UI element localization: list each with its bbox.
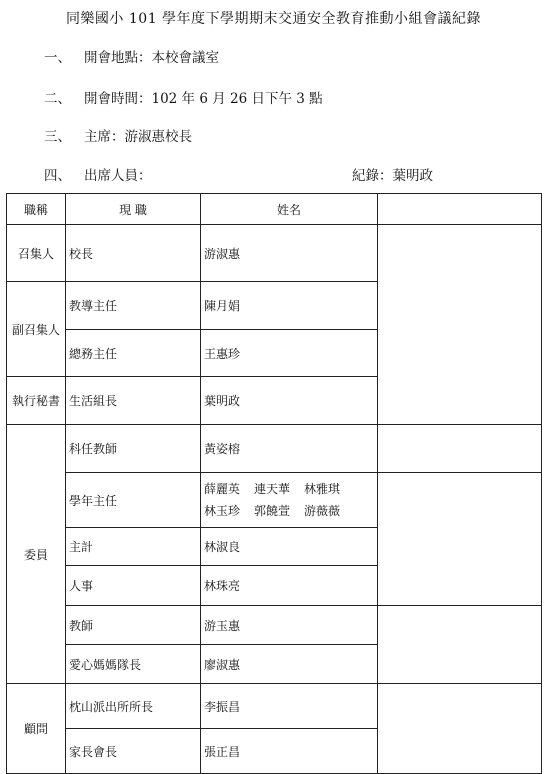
item-number: 一、	[44, 50, 71, 66]
role-cell: 副召集人	[7, 282, 66, 377]
item-number: 二、	[44, 91, 71, 107]
member-name: 薛麗英	[204, 482, 241, 496]
header-title: 職稱	[7, 194, 66, 225]
name-cell: 李振昌	[201, 684, 378, 729]
role-cell: 委員	[7, 425, 66, 684]
attendees-heading	[44, 164, 152, 184]
header-position: 現 職	[66, 194, 201, 225]
member-name: 郭饒萱	[254, 504, 291, 518]
item-text: 主席：游淑惠校長	[84, 129, 192, 145]
position-cell: 家長會長	[66, 729, 201, 774]
blank-cell	[378, 425, 542, 473]
role-cell: 召集人	[7, 225, 66, 282]
blank-cell	[378, 606, 542, 684]
blank-cell	[378, 684, 542, 774]
position-cell: 主計	[66, 528, 201, 566]
position-cell: 愛心媽媽隊長	[66, 645, 201, 684]
name-cell: 林淑良	[201, 528, 378, 566]
name-cell: 游淑惠	[201, 225, 378, 282]
meeting-time	[44, 87, 323, 107]
name-cell: 張正昌	[201, 729, 378, 774]
item-text: 開會時間：102 年 6 月 26 日下午 3 點	[84, 91, 323, 107]
table-row	[7, 225, 542, 282]
member-name: 林玉珍	[204, 504, 241, 518]
role-cell: 執行秘書	[7, 377, 66, 425]
name-cell: 游玉惠	[201, 606, 378, 645]
position-cell: 校長	[66, 225, 201, 282]
name-cell: 葉明政	[201, 377, 378, 425]
meeting-location	[44, 46, 219, 66]
table-row	[7, 425, 542, 473]
table-row	[7, 606, 542, 645]
table-header-row	[7, 194, 542, 225]
recorder: 紀錄：葉明政	[352, 168, 433, 184]
name-cell: 廖淑惠	[201, 645, 378, 684]
item-text: 出席人員：	[84, 168, 152, 184]
name-cell: 王惠珍	[201, 330, 378, 377]
item-number: 四、	[44, 168, 71, 184]
document-title: 同樂國小 101 學年度下學期期末交通安全教育推動小組會議紀錄	[65, 11, 482, 27]
name-cell: 林珠亮	[201, 566, 378, 606]
name-cell: 黃姿榕	[201, 425, 378, 473]
name-cell	[201, 473, 378, 528]
attendance-table	[6, 193, 542, 774]
position-cell: 學年主任	[66, 473, 201, 528]
member-name: 游薇薇	[304, 504, 341, 518]
item-text: 開會地點：本校會議室	[84, 50, 219, 66]
role-cell: 顧問	[7, 684, 66, 774]
position-cell: 科任教師	[66, 425, 201, 473]
meeting-chair	[44, 125, 192, 145]
table-row	[7, 684, 542, 729]
position-cell: 人事	[66, 566, 201, 606]
position-cell: 生活組長	[66, 377, 201, 425]
name-cell: 陳月娟	[201, 282, 378, 330]
header-blank	[378, 194, 542, 225]
position-cell: 教導主任	[66, 282, 201, 330]
position-cell: 枕山派出所所長	[66, 684, 201, 729]
member-name: 連天華	[254, 482, 291, 496]
item-number: 三、	[44, 129, 71, 145]
table-row	[7, 473, 542, 528]
blank-cell	[378, 225, 542, 425]
blank-cell	[378, 473, 542, 606]
member-name: 林雅琪	[304, 482, 341, 496]
position-cell: 教師	[66, 606, 201, 645]
position-cell: 總務主任	[66, 330, 201, 377]
header-name: 姓名	[201, 194, 378, 225]
